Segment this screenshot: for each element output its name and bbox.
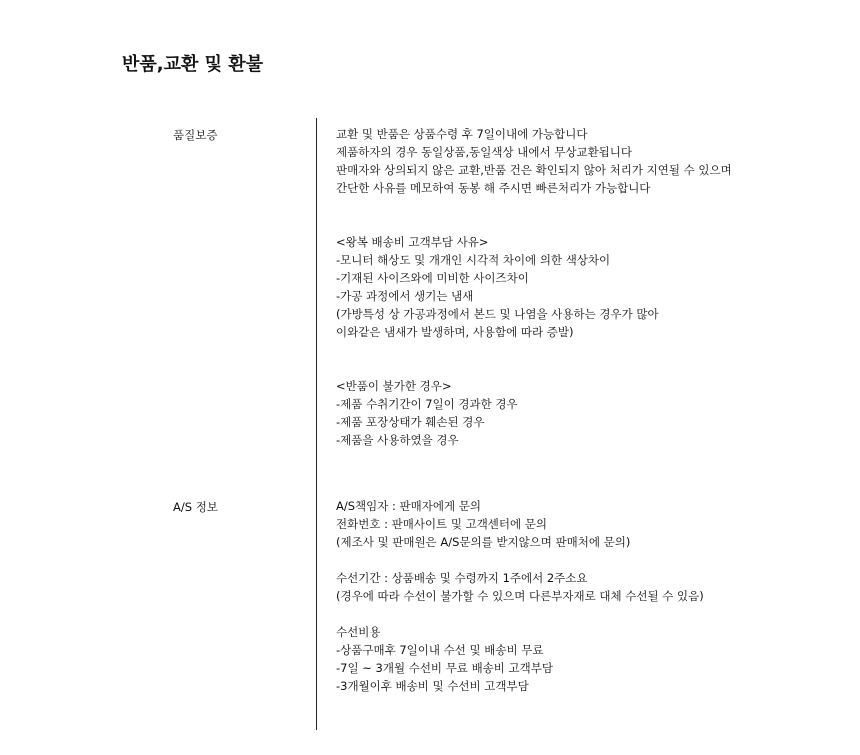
as-text-line: -7일 ~ 3개월 수선비 무료 배송비 고객부담	[336, 661, 553, 675]
quality-text-line: 판매자와 상의되지 않은 교환,반품 건은 확인되지 않아 처리가 지연될 수 있으며	[336, 163, 732, 177]
as-text-line: (제조사 및 판매원은 A/S문의를 받지않으며 판매처에 문의)	[336, 535, 631, 549]
quality-text-line: 제품하자의 경우 동일상품,동일색상 내에서 무상교환됩니다	[336, 145, 632, 159]
as-text-line: 수선기간 : 상품배송 및 수령까지 1주에서 2주소요	[336, 571, 588, 585]
quality-text-line: -가공 과정에서 생기는 냄새	[336, 289, 474, 303]
quality-text-line: 간단한 사유를 메모하여 동봉 해 주시면 빠른처리가 가능합니다	[336, 181, 651, 195]
quality-text-line: <반품이 불가한 경우>	[336, 379, 452, 393]
quality-warranty-content	[336, 125, 732, 449]
quality-text-line: (가방특성 상 가공과정에서 본드 및 나염을 사용하는 경우가 많아	[336, 307, 659, 321]
as-text-line: A/S책임자 : 판매자에게 문의	[336, 499, 481, 513]
quality-text-line: -기재된 사이즈와에 미비한 사이즈차이	[336, 271, 529, 285]
quality-text-line: <왕복 배송비 고객부담 사유>	[336, 235, 489, 249]
quality-text-line: -모니터 해상도 및 개개인 시각적 차이에 의한 색상차이	[336, 253, 611, 267]
page-title: 반품,교환 및 환불	[122, 54, 264, 75]
quality-text-line: -제품 포장상태가 훼손된 경우	[336, 415, 485, 429]
quality-text-line	[336, 359, 732, 377]
as-info-content	[336, 497, 704, 695]
quality-text-line	[336, 215, 732, 233]
as-text-line: -3개월이후 배송비 및 수선비 고객부담	[336, 679, 529, 693]
as-text-line: -상품구매후 7일이내 수선 및 배송비 무료	[336, 643, 544, 657]
quality-text-line: 교환 및 반품은 상품수령 후 7일이내에 가능합니다	[336, 127, 588, 141]
as-info-label: A/S 정보	[173, 500, 218, 514]
quality-warranty-label: 품질보증	[173, 128, 218, 142]
quality-text-line: -제품을 사용하였을 경우	[336, 433, 459, 447]
quality-text-line: 이와같은 냄새가 발생하며, 사용함에 따라 증발)	[336, 325, 574, 339]
as-text-line	[336, 605, 704, 623]
quality-text-line: -제품 수취기간이 7일이 경과한 경우	[336, 397, 518, 411]
section-divider	[316, 118, 317, 730]
as-text-line	[336, 551, 704, 569]
quality-text-line	[336, 341, 732, 359]
as-text-line: 전화번호 : 판매사이트 및 고객센터에 문의	[336, 517, 548, 531]
as-text-line: 수선비용	[336, 625, 381, 639]
quality-text-line	[336, 197, 732, 215]
as-text-line: (경우에 따라 수선이 불가할 수 있으며 다른부자재로 대체 수선될 수 있음)	[336, 589, 704, 603]
